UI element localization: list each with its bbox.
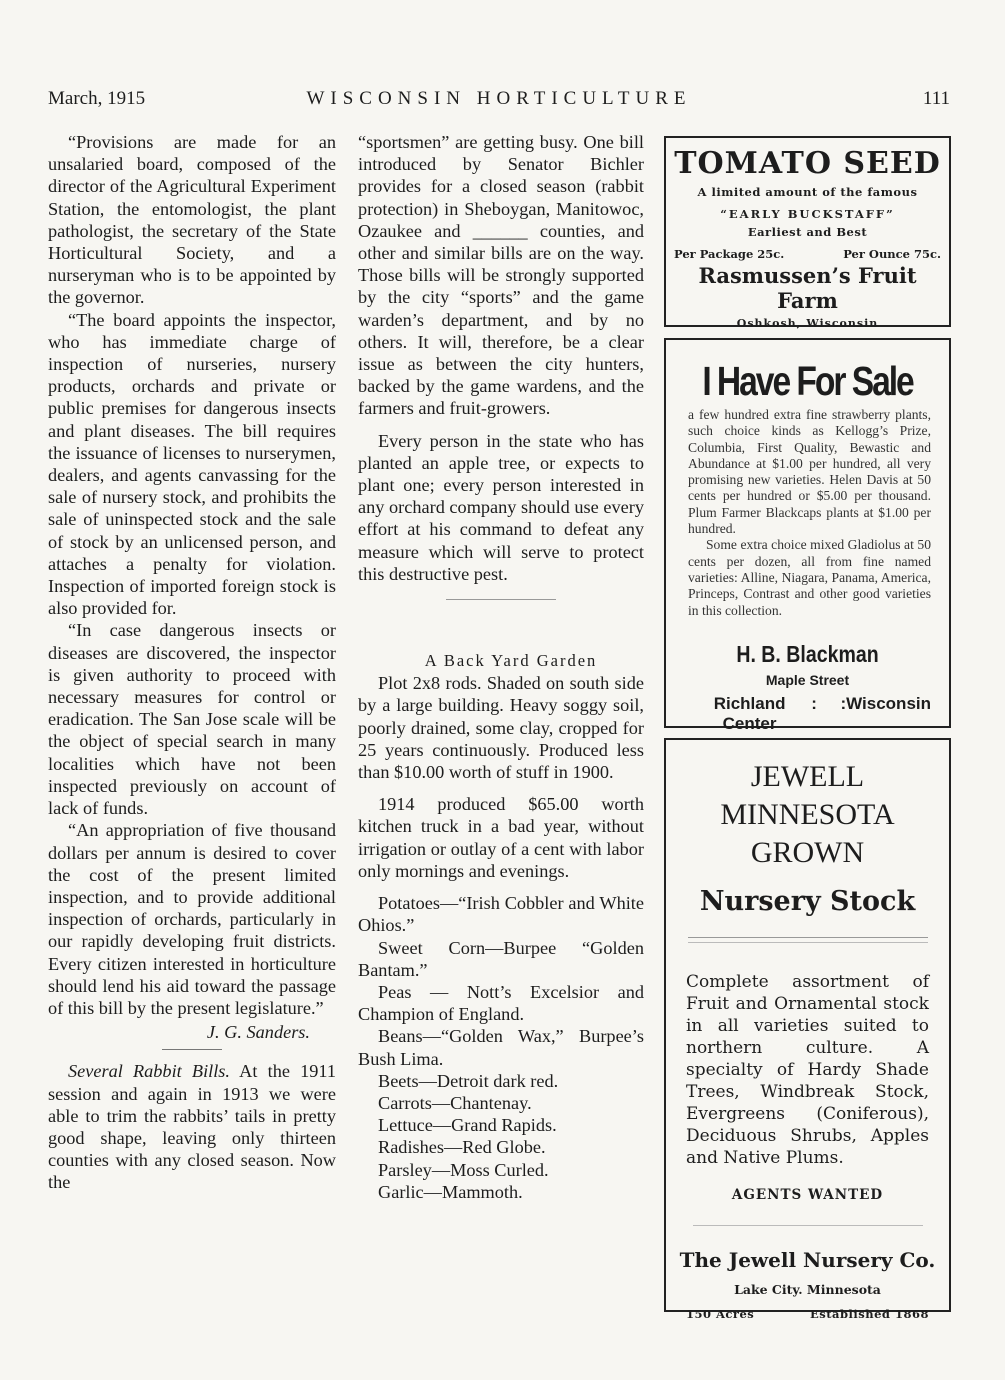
ad-agents-wanted: AGENTS WANTED (731, 1187, 884, 1203)
ad-city-row (666, 694, 949, 734)
list-item: Garlic—Mammoth. (378, 1181, 523, 1202)
list-item: Beans—“Golden Wax,” Burpee’s Bush Lima. (358, 1026, 644, 1069)
paragraph-text: At the 1911 session and again in 1913 we were able to trim the rabbits’ tails in pretty good shape, leaving only thirteen counties with any closed season. Now the (48, 1061, 337, 1193)
column-left (48, 131, 336, 1194)
author-signature: J. G. Sanders. (206, 1022, 310, 1043)
divider (162, 1049, 222, 1050)
section-title: A Back Yard Garden (424, 651, 598, 671)
list-item: Radishes—Red Globe. (378, 1137, 546, 1158)
paragraph: “An appropriation of five thousand dollars per annum is desired to cover the cost of the present limited inspection, and to provide additional inspection of orchards, particularly in our rapidly developing fruit districts. Every citizen interested in horticulture should lend his aid toward the passage of this bill by the present legislature.” (48, 820, 336, 1018)
page-number: 111 (922, 88, 950, 109)
ad-i-have-for-sale (664, 338, 951, 733)
ad-separator: : : (811, 693, 847, 713)
list-item: Peas — Nott’s Excelsior and Champion of England. (358, 981, 644, 1025)
ad-footer-row (666, 1307, 949, 1321)
ad-jewell-nursery (664, 738, 951, 1321)
divider (693, 1225, 923, 1226)
divider (446, 599, 556, 600)
ad-line: Earliest and Best (747, 225, 868, 239)
ad-paragraph: a few hundred extra fine strawberry plants, such choice kinds as Kellogg’s Prize, Columbia, First Quality, Bewastic and Abundance at $1.00 per hundred, all very promising new varieties. Helen Davis at 50 cents per hundred or $5.00 per thousand. Plum Farmer Blackcaps plants at $1.00 per hundred. (688, 407, 931, 537)
price-row (666, 247, 949, 261)
column-middle (358, 131, 644, 1203)
issue-date: March, 1915 (48, 88, 146, 109)
divider (688, 937, 928, 943)
paragraph: “sportsmen” are getting busy. One bill introduced by Senator Bichler provides for a closed season (rabbit protection) in Sheboygan, Manitowoc, Ozaukee and ______ counties, and other and similar bills are on the way. Those bills will be strongly supported by the city “sports” and the game warden’s department, and by no others. It will, therefore, be a clear issue as between the city hunters, backed by the game wardens, and the farmers and fruit-growers. (358, 132, 644, 419)
list-item: Carrots—Chantenay. (378, 1092, 532, 1113)
price-ounce: Per Ounce 75c. (843, 247, 941, 261)
ad-city: Richland Center (713, 693, 786, 733)
ad-state: Wisconsin (846, 693, 931, 713)
ad-farm-name: Rasmussen’s Fruit Farm (698, 263, 917, 313)
ad-subhead: Nursery Stock (699, 886, 916, 917)
paragraph: “Provisions are made for an unsalaried board, composed of the director of the Agricultural Experiment Station, the entomologist, the plant pathologist, the secretary of the State Horticultural Society, and a nurseryman who is to be appointed by the governor. (48, 132, 336, 308)
ad-headline-line: MINNESOTA (720, 798, 895, 831)
paragraph: “In case dangerous insects or diseases are discovered, the inspector is given authority to proceed with necessary measures for control or eradication. The San Jose scale will be the object of special search in many localities which have not been inspected previously on account of lack of funds. (48, 620, 336, 819)
list-item: Beets—Detroit dark red. (378, 1070, 559, 1091)
ad-headline: I Have For Sale (702, 358, 913, 404)
ad-seller-name: H. B. Blackman (736, 640, 879, 667)
paragraph-rabbit-bills (48, 1060, 336, 1193)
ad-headline: TOMATO SEED (674, 146, 941, 181)
paragraph: 1914 produced $65.00 worth kitchen truck in a bad year, without irrigation or outlay of a cent with labor only mornings and evenings. (358, 794, 644, 881)
run-in-heading: Several Rabbit Bills. (68, 1061, 230, 1082)
ad-tomato-seed (664, 136, 951, 330)
ad-body: Complete assortment of Fruit and Ornamental stock in all varieties suited to northern culture. A specialty of Hardy Shade Trees, Windbreak Stock, Evergreens (Coniferous), Deciduous Shrubs, Apples and Native Plums. (686, 972, 929, 1168)
ad-street: Maple Street (765, 671, 850, 688)
paragraph: Plot 2x8 rods. Shaded on south side by a large building. Heavy soggy soil, poorly drained, some clay, cropped for 25 years continuously. Produced less than $10.00 worth of stuff in 1900. (358, 673, 644, 783)
ad-city: Lake City. Minnesota (734, 1282, 881, 1297)
ad-headline-line: GROWN (750, 836, 865, 869)
journal-title: WISCONSIN HORTICULTURE (306, 88, 692, 109)
ad-paragraph: Some extra choice mixed Gladiolus at 50 cents per dozen, all from fine named varieties: Alline, Niagara, Panama, America, Princeps, Contrast and other good varieties in this collection. (688, 537, 931, 618)
ad-body (666, 407, 949, 619)
ad-location: Oshkosh, Wisconsin (736, 317, 879, 330)
ad-company-name: The Jewell Nursery Co. (679, 1248, 936, 1272)
ad-acres: 150 Acres (686, 1307, 755, 1321)
page-header (48, 88, 950, 114)
list-item: Lettuce—Grand Rapids. (378, 1115, 557, 1136)
list-item: Potatoes—“Irish Cobbler and White Ohios.” (358, 893, 644, 936)
garden-list (358, 892, 644, 1203)
ad-headline-line: JEWELL (750, 760, 865, 793)
ad-line: “EARLY BUCKSTAFF” (720, 207, 895, 221)
paragraph: Every person in the state who has planted an apple tree, or expects to plant one; every person interested in any orchard company should use every effort at his command to defeat any measure which will serve to protect this destructive pest. (358, 430, 644, 584)
price-package: Per Package 25c. (674, 247, 785, 261)
ad-line: A limited amount of the famous (697, 185, 918, 199)
list-item: Parsley—Moss Curled. (378, 1159, 549, 1180)
paragraph: “The board appoints the inspector, who has immediate charge of inspection of nurseries, nursery products, orchards and private or public premises for dangerous insects and plant diseases. The bill requires the issuance of licenses to nurserymen, dealers, and agents canvassing for the sale of nursery stock, and prohibits the sale of uninspected stock and the sale of stock by an unlicensed person, and attaches a penalty for violation. Inspection of imported foreign stock is also provided for. (48, 309, 336, 619)
ad-established: Established 1868 (810, 1307, 929, 1321)
list-item: Sweet Corn—Burpee “Golden Bantam.” (358, 937, 644, 980)
